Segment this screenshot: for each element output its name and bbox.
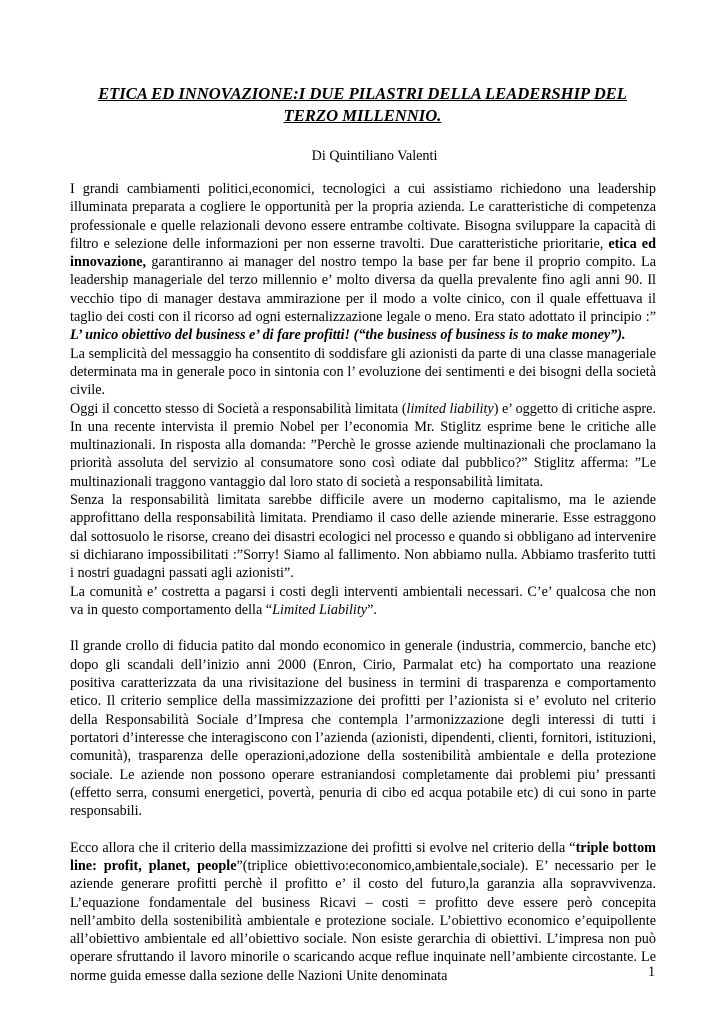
title-line-2: TERZO MILLENNIO. xyxy=(283,106,442,125)
paragraph-5-text-a: La comunità e’ costretta a pagarsi i costi degli interventi ambientali necessari. C’e’ qualcosa che non va in questo comportamento della “ xyxy=(70,583,656,618)
paragraph-7-text-c: ”(triplice obiettivo:economico,ambientale,sociale). E’ necessario per le aziende generare profitti perchè il profitto e’ il costo del futuro,la garanzia alla sopravvivenza. L’equazione fondamentale del business Ricavi – costi = profitto deve essere però concepita nell’ambito della sostenibilità ambientale e protezione sociale. L’obiettivo economico e’equipollente all’obiettivo ambientale ed all’obiettivo sociale. Non esiste gerarchia di obiettivi. L’impresa non può operare sfruttando il lavoro minorile o scaricando acque reflue inquinate nell’ambiente circostante. Le norme guida emesse dalla sezione delle Nazioni Unite denominata xyxy=(70,857,656,984)
paragraph-6: Il grande crollo di fiducia patito dal mondo economico in generale (industria, commercio, banche etc) dopo gli scandali dell’inizio anni 2000 (Enron, Cirio, Parmalat etc) ha comportato una reazione positiva caratterizzata da una rivisitazione del business in termini di trasparenza e comportamento etico. Il criterio semplice della massimizzazione dei profitti per l’azionista si e’ evoluto nel criterio della Responsabilità Sociale d’Impresa che contempla l’armonizzazione degli interessi di tutti i portatori d’interesse che interagiscono con l’azienda (azionisti, dipendenti, clienti, fornitori, istituzioni, comunità), trasparenza delle operazioni,adozione della sostenibilità ambientale e della protezione sociale. Le aziende non possono operare estraniandosi completamente dai problemi piu’ pressanti (effetto serra, consumi energetici, povertà, penuria di cibo ed acqua potabile etc) di cui sono in parte responsabili. xyxy=(70,638,656,820)
document-body xyxy=(70,180,656,985)
paragraph-1-bold: etica ed innovazione, xyxy=(70,235,656,271)
title-line-1: ETICA ED INNOVAZIONE:I DUE PILASTRI DELLA LEADERSHIP DEL xyxy=(98,84,627,103)
paragraph-2: La semplicità del messaggio ha consentito di soddisfare gli azionisti da parte di una classe manageriale determinata ma in generale poco in sintonia con l’ evoluzione dei sentimenti e dei bisogni della società civile. xyxy=(70,345,656,399)
paragraph-7-text-a: Ecco allora che il criterio della massimizzazione dei profitti si evolve nel criterio della “ xyxy=(70,839,576,856)
paragraph-5-text-c: ”. xyxy=(367,601,377,618)
paragraph-3-text-c: ) e’ oggetto di critiche aspre. In una recente intervista il premio Nobel per l’economia Mr. Stiglitz esprime bene le critiche alle multinazionali. In risposta alla domanda: ”Perchè le grosse aziende multinazionali che proclamano la priorità assoluta del servizio al consumatore sono così odiate dal pubblico?” Stiglitz afferma: ”Le multinazionali traggono vantaggio dal loro stato di società a responsabilità limitata. xyxy=(70,400,656,490)
author-line: Di Quintiliano Valenti xyxy=(311,148,438,164)
document-title xyxy=(70,83,655,127)
paragraph-3-italic: limited liability xyxy=(406,400,494,417)
paragraph-4: Senza la responsabilità limitata sarebbe difficile avere un moderno capitalismo, ma le aziende approfittano della responsabilità limitata. Prendiamo il caso delle aziende minerarie. Esse estraggono dal sottosuolo le risorse, creano dei disastri ecologici nel processo e quando si obbligano ad intervenire si dichiarano impossibilitati :”Sorry! Siamo al fallimento. Non abbiamo nulla. Abbiamo trasferito tutti i nostri guadagni passati agli azionisti”. xyxy=(70,492,656,582)
paragraph-1-text-a: I grandi cambiamenti politici,economici, tecnologici a cui assistiamo richiedono una leadership illuminata preparata a cogliere le opportunità per la propria azienda. Le caratteristiche di competenza professionale e quelle relazionali devono essere entrambe coltivate. Bisogna sviluppare la capacità di filtro e selezione delle informazioni per non esserne travolti. Due caratteristiche prioritarie, xyxy=(70,181,656,252)
paragraph-5 xyxy=(70,583,656,620)
paragraph-3-text-a: Oggi il concetto stesso di Società a responsabilità limitata ( xyxy=(70,400,407,417)
paragraph-1-bold-italic: L’ unico obiettivo del business e’ di fare profitti! (“the business of business is to make money”). xyxy=(70,327,626,344)
paragraph-1 xyxy=(70,180,656,345)
paragraph-7 xyxy=(70,839,656,985)
paragraph-1-text-c: garantiranno ai manager del nostro tempo la base per far bene il proprio compito. La leadership manageriale del terzo millennio e’ molto diversa da quella prevalente fino agli anni 90. Il vecchio tipo di manager destava ammirazione per il modo a volte cinico, con il quale effettuava il taglio dei costi con il ricorso ad ogni esternalizzazione legale o meno. Era stato adottato il principio :” xyxy=(70,254,656,326)
page-number: 1 xyxy=(648,964,656,980)
paragraph-7-bold: triple bottom line: profit, planet, people xyxy=(70,839,656,874)
paragraph-5-italic: Limited Liability xyxy=(272,601,368,618)
paragraph-3 xyxy=(70,400,656,491)
